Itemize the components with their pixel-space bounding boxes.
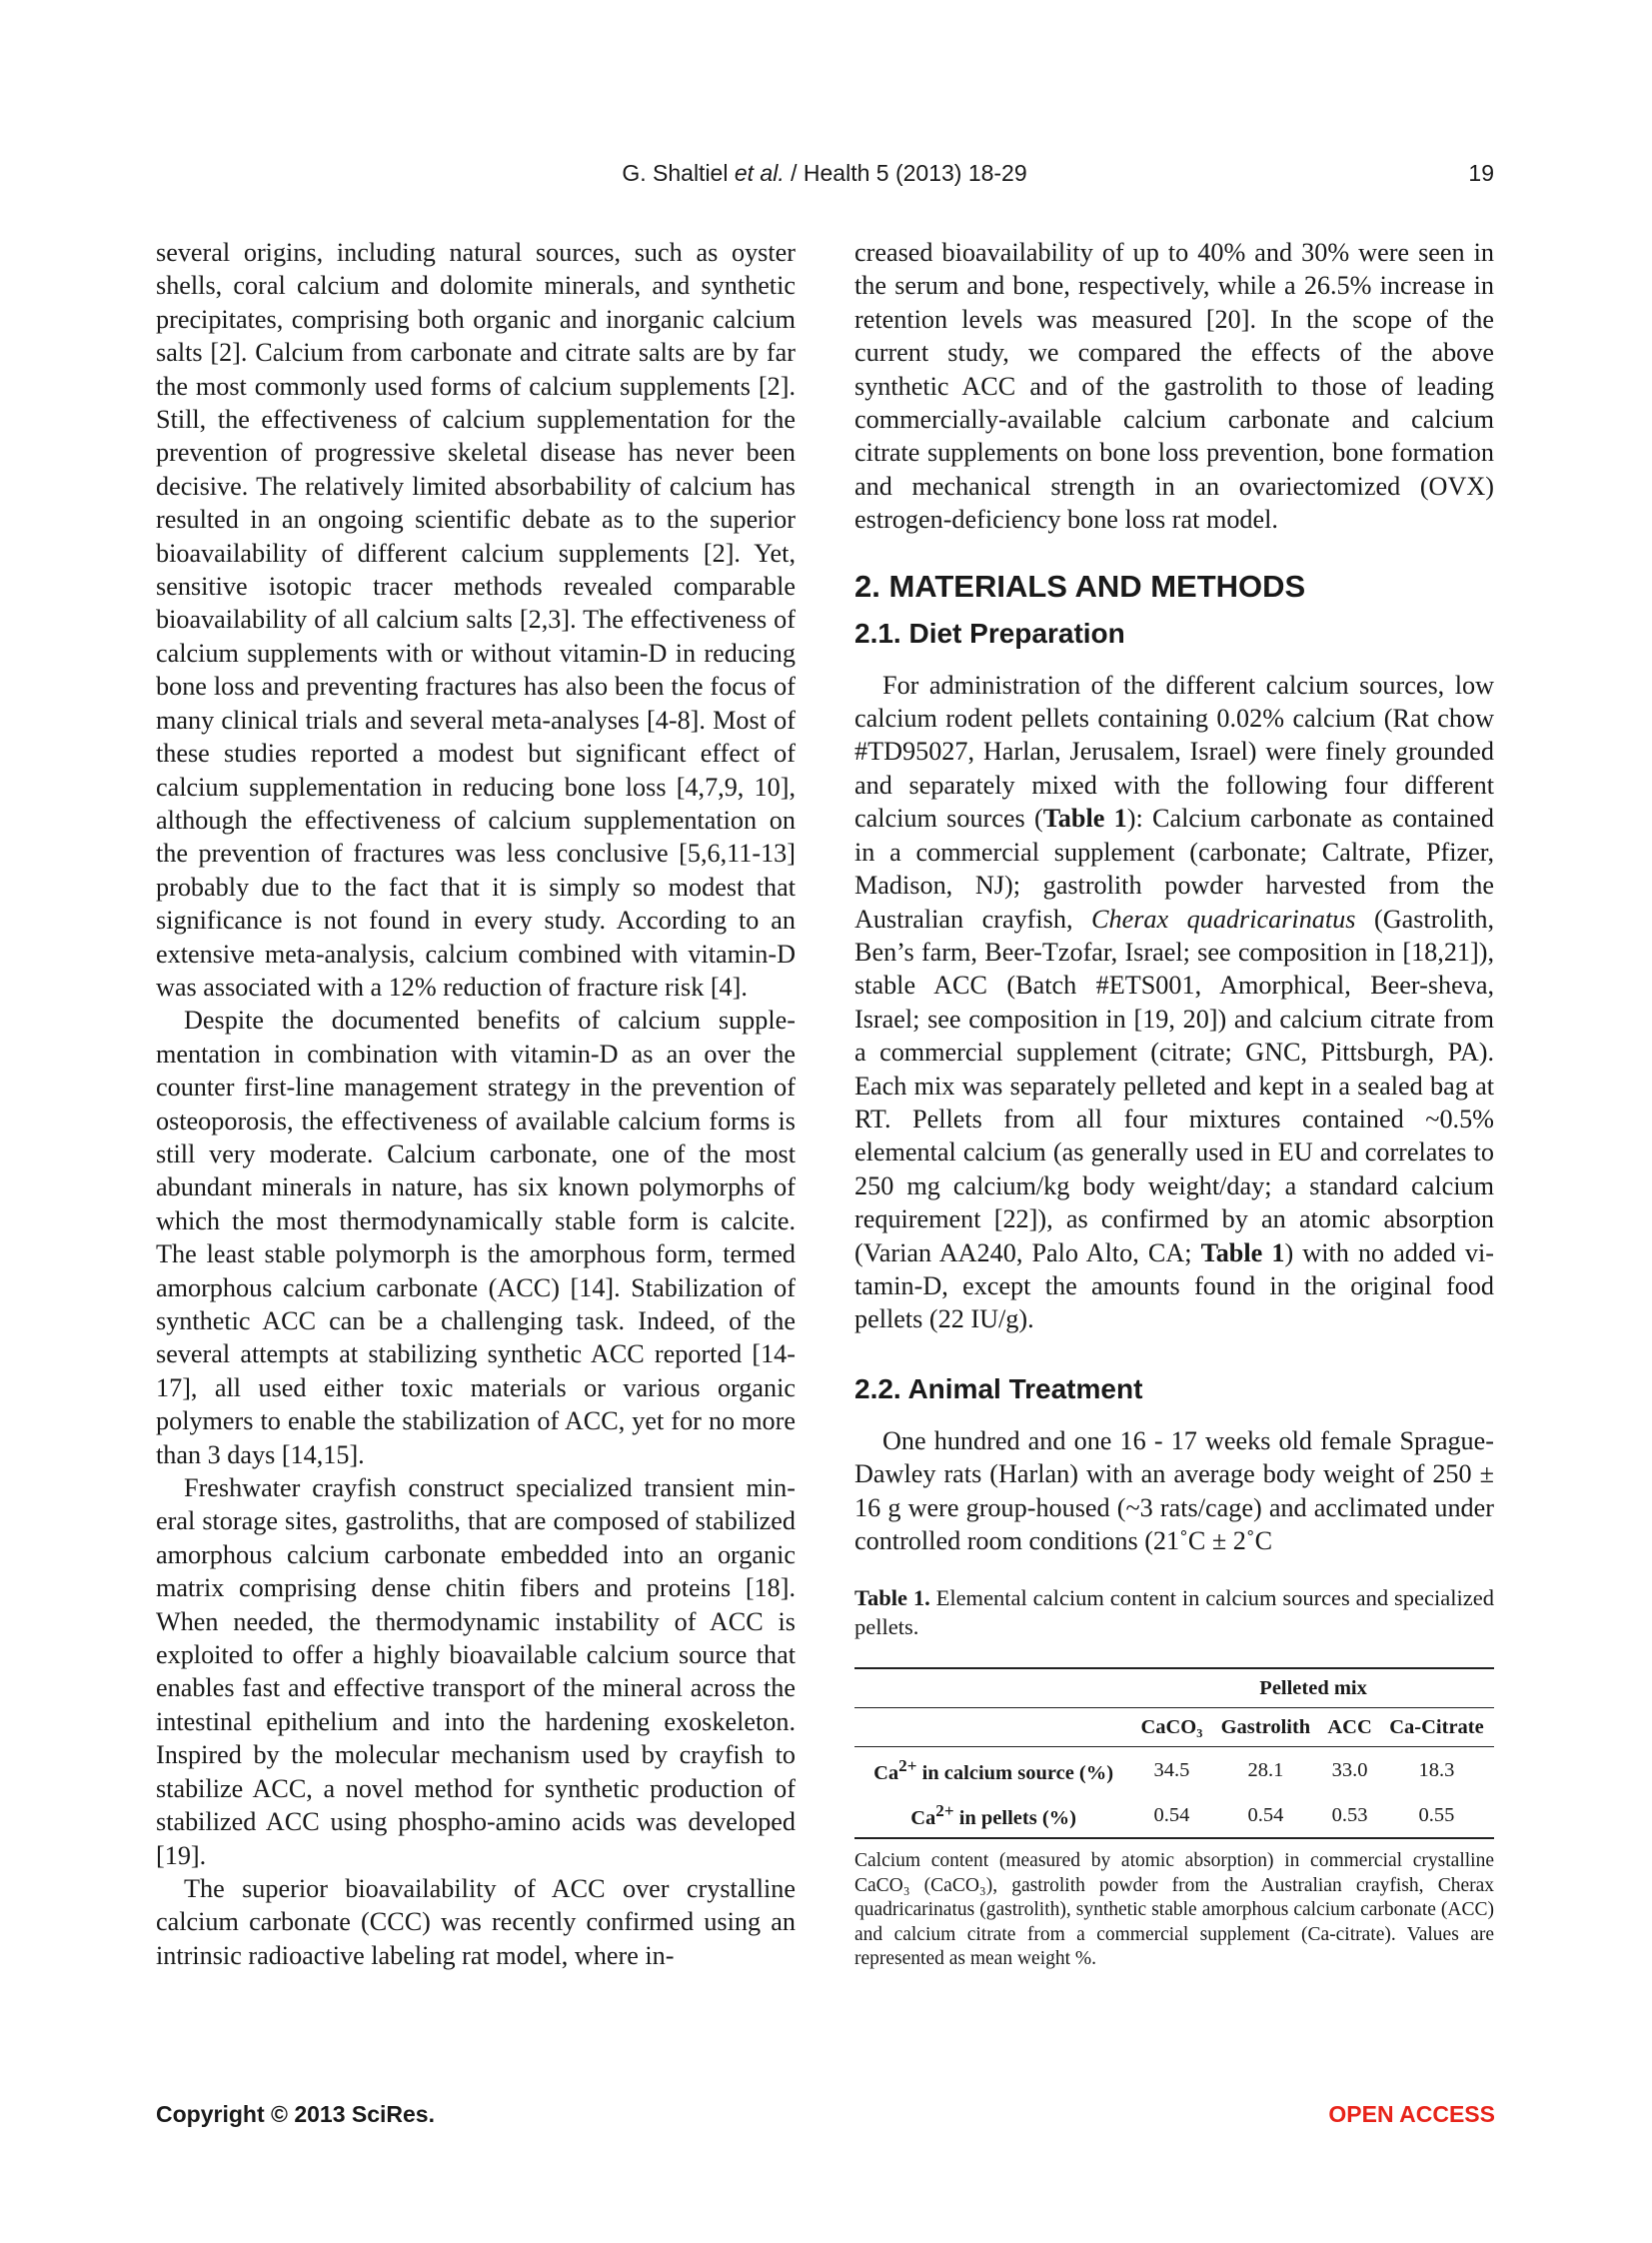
- table-cell: 0.54: [1211, 1792, 1321, 1838]
- column-header: Gastrolith: [1211, 1708, 1321, 1747]
- table-footnote: Calcium content (measured by atomic absorption) in commercial crystalline CaCO₃ (CaCO₃), gastrolith powder from the Australian crayfish, Cherax quadricarinatus (gastrolith), synthetic stable amorphous calcium carbonate (ACC) and calcium citrate from a commercial supplement (Ca-citrate). Values are represented as mean weight %.: [854, 1850, 1494, 1970]
- open-access-label[interactable]: OPEN ACCESS: [1328, 2101, 1495, 2127]
- table-group-header: Pelleted mix: [1132, 1668, 1494, 1708]
- table-cell: 0.54: [1132, 1792, 1210, 1838]
- row-header: $Ca^{2+}$ in pellets (%): [854, 1792, 1132, 1838]
- paragraph-4: The superior bioavailability of ACC over crystalline calcium carbonate (CCC) was recently confirmed using an intrinsic radioactive labeling rat model, where in-: [156, 1873, 796, 1970]
- subsection-heading-diet-preparation: 2.1. Diet Preparation: [854, 617, 1125, 649]
- section-heading-materials-methods: 2. MATERIALS AND METHODS: [854, 568, 1306, 604]
- citation-journal: / Health 5 (2013) 18-29: [784, 160, 1027, 186]
- diet-preparation-paragraph: For administration of the different calcium sources, low calcium rodent pellets containing 0.02% calcium (Rat chow #TD95027, Harlan, Jerusalem, Israel) were finely grounded and separately mixed with the following four different calcium sources (Table 1): Calcium carbonate as contained in a commercial supplement (carbonate; Caltrate, Pfizer, Madison, NJ); gastrolith powder harvested from the Australian crayfish, Cherax quadricarinatus (Gastrolith, Ben’s farm, Beer-Tzofar, Israel; see composition in [18,21]), stable ACC (Batch #ETS001, Amorphical, Beer-sheva, Israel; see composition in [19, 20]) and calcium citrate from a commercial supplement (citrate; GNC, Pittsburgh, PA). Each mix was separately pelleted and kept in a sealed bag at RT. Pellets from all four mixtures contained ~0.5% elemental calcium (as generally used in EU and correlates to 250 mg calcium/kg body weight/day; a standard calcium requirement [22]), as confirmed by an atomic absorption (Varian AA240, Palo Alto, CA; Table 1) with no added vitamin-D, except the amounts found in the original food pellets (22 IU/g).: [854, 670, 1494, 1334]
- table-caption-label: Table 1.: [854, 1585, 930, 1611]
- running-header: [155, 160, 1494, 196]
- table-column-header-row: [854, 1708, 1494, 1747]
- calcium-content-table: [854, 1667, 1494, 1839]
- citation-etal: et al.: [734, 160, 785, 186]
- table-row: [854, 1792, 1494, 1838]
- paragraph-1: several origins, including natural sources, such as oyster shells, coral calcium and dolomite minerals, and synthetic precipitates, comprising both organic and inorganic calcium salts [2]. Calcium from carbonate and citrate salts are by far the most commonly used forms of calcium supplements [2]. Still, the effectiveness of calcium supplementation for the prevention of progressive skeletal disease has never been decisive. The relatively limited absorbability of calcium has resulted in an ongoing scientific debate as to the superior bioavailability of different calcium supplements [2]. Yet, sensitive isotopic tracer methods revealed comparable bioavailability of all calcium salts [2,3]. The effectiveness of calcium supplements with or without vitamin-D in reducing bone loss and preventing fractures has also been the focus of many clinical trials and several meta-analyses [4-8]. Most of these studies reported a modest but significant effect of calcium supplementation in reducing bone loss [4,7,9, 10], although the effectiveness of calcium supplementation on the prevention of fractures was less conclusive [5,6,11-13] probably due to the fact that it is simply so modest that significance is not found in every study. According to an extensive meta-analysis, calcium combined with vitamin-D was associated with a 12% reduction of fracture risk [4].: [156, 238, 796, 1002]
- animal-treatment-paragraph: One hundred and one 16 - 17 weeks old female Sprague-Dawley rats (Harlan) with an average body weight of 250 ± 16 g were group-housed (~3 rats/cage) and acclimated under controlled room conditions (21˚C ± 2˚C: [854, 1425, 1494, 1555]
- table-group-header-row: [854, 1668, 1494, 1708]
- table-caption-text: Elemental calcium content in calcium sources and specialized pellets.: [854, 1585, 1494, 1640]
- table-reference[interactable]: Table 1: [1042, 804, 1127, 834]
- running-header-citation: [155, 160, 1494, 187]
- table-cell: 34.5: [1153, 1758, 1190, 1781]
- table-caption: [854, 1583, 1494, 1641]
- right-column: [854, 236, 1494, 1972]
- subsection-heading-animal-treatment: 2.2. Animal Treatment: [854, 1372, 1143, 1404]
- table-cell: 0.55: [1379, 1792, 1494, 1838]
- column-header: ACC: [1320, 1708, 1379, 1747]
- column-header: Ca-Citrate: [1379, 1708, 1494, 1747]
- row-header: $Ca^{2+}$ in calcium source (%): [873, 1756, 1114, 1785]
- citation-authors: G. Shaltiel: [622, 160, 735, 186]
- table-cell: 0.53: [1320, 1792, 1379, 1838]
- column-header: CaCO₃: [1132, 1708, 1210, 1747]
- intro-continuation-paragraph: creased bioavailability of up to 40% and 30% were seen in the serum and bone, respectively, while a 26.5% increase in retention levels was measured [20]. In the scope of the current study, we compared the effects of the above synthetic ACC and of the gastrolith to those of leading commercially-available calcium carbonate and calcium citrate supplements on bone loss prevention, bone formation and mechanical strength in an ovariectomized (OVX) estrogen-deficiency bone loss rat model.: [854, 238, 1494, 535]
- left-column: [156, 236, 796, 1972]
- species-name: Cherax quadricarinatus: [1091, 904, 1356, 934]
- table-cell: 28.1: [1247, 1758, 1284, 1781]
- paragraph-2: Despite the documented benefits of calcium supplementation in combination with vitamin-D as an over the counter first-line management strategy in the prevention of osteoporosis, the effectiveness of available calcium forms is still very moderate. Calcium carbonate, one of the most abundant minerals in nature, has six known polymorphs of which the most thermodynamically stable form is calcite. The least stable polymorph is the amorphous form, termed amorphous calcium carbonate (ACC) [14]. Stabilization of synthetic ACC can be a challenging task. Indeed, of the several attempts at stabilizing synthetic ACC reported [14-17], all used either toxic materials or various organic polymers to enable the stabilization of ACC, yet for no more than 3 days [14,15].: [156, 1006, 796, 1469]
- table-cell: 18.3: [1418, 1758, 1455, 1781]
- copyright-notice: Copyright © 2013 SciRes.: [156, 2101, 435, 2127]
- table-row: [854, 1747, 1494, 1792]
- table-reference[interactable]: Table 1: [1200, 1237, 1285, 1267]
- page-number: 19: [1468, 160, 1494, 186]
- paragraph-3: Freshwater crayfish construct specialized transient mineral storage sites, gastroliths, that are composed of stabilized amorphous calcium carbonate embedded into an organic matrix comprising dense chitin fibers and proteins [18]. When needed, the thermodynamic instability of ACC is exploited to offer a highly bioavailable calcium source that enables fast and effective transport of the mineral across the intestinal epithelium and into the hardening exoskeleton. Inspired by the molecular mechanism used by crayfish to stabilize ACC, a novel method for synthetic production of stabilized ACC using phospho-amino acids was developed [19].: [156, 1473, 796, 1870]
- table-cell: 33.0: [1331, 1758, 1368, 1781]
